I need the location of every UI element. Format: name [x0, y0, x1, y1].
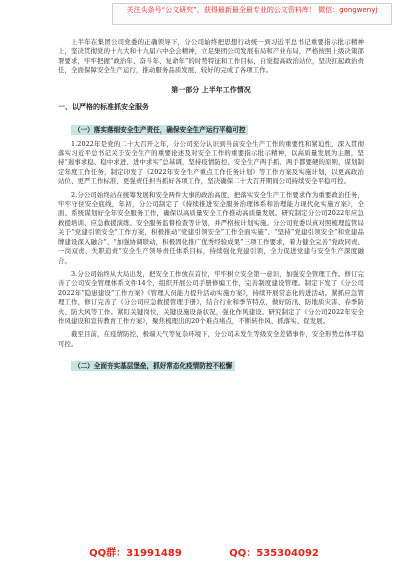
part-title: 第一部分 上半年工作情况	[171, 85, 251, 94]
subsection-heading-1: （一）落实落细安全生产责任，确保安全生产运行平稳可控	[71, 125, 248, 135]
qq-contact-text: QQ：535304092	[229, 548, 319, 559]
contact-footer	[0, 544, 408, 559]
qq-group-text: QQ群：31991489	[89, 548, 182, 559]
document-body	[58, 38, 364, 376]
section-heading-1: 一、以严格的标准抓安全服务	[58, 102, 149, 111]
paragraph-1: 1.2022年是党的二十大召开之年，分公司充分认识到当前安全生产工作的重要性和紧迫性，深入贯彻落实习近平总书记关于安全生产的重要论述及对安全工作的重要指示批示精神，以高质量发展为主题，坚持“遏事求稳、稳中求进、进中求实”总基调，坚持疫情防控、安全生产两手抓、两手都要硬的原则，谋划制定年度工作任务，制定印发了《2022年安全生产重点工作任务计划》等工作方案及实施计划，以更高政治站位、更严工作标准、更强责任担当抓好各项工作，坚决确保二十大召开期间公司持续安全平稳可控。	[58, 139, 364, 186]
paragraph-2: 2.分公司始终站在统筹发展和安全两件大事的政治高度，把落实安全生产工作要求作为重要政治任务，牢牢守住安全底线，年初，分公司制定了《持续推进安全服务治理体系和治理能力现代化实施方案》，全面、系统谋划好全年安全服务工作，确保以高质量安全工作推动高质量发展。研究制定分公司2022年应急救援培训、应急救援演练、安全服务监督检查等计划，并严格按计划实施。分公司党委以真对照梳理监管局关于“党建引领安全”工作方案，积极推动“党建引领安全”工作全面实施“、“坚持“党建引领安全”和党建品牌建设深入融合”、“加强协调联动，积极固化推广优秀经验成果”三项工作要求，着力健全完善“党政同责、一岗双责、失职追责”安全生产领导责任体系目标，持续强化党建引领，全力促进党建与安全生产深度融合。	[58, 190, 364, 265]
paragraph-4: 截至目前，在疫情防控、极端天气等复杂环境下，分公司未发生等级安全差错事件，安全形势总体平稳可控。	[58, 330, 364, 348]
paragraph-3: 3.分公司始终从大局出发，把安全工作放在首位，牢牢树立安全第一意识，加强安全管理工作。修订完善了公司安全管理体系文件14个，组织开展公司手册修编工作，完善制度建设管理。制定下发了《分公司2022年“隐患建设”工作方案》《管理人员能力提升活动实施方案》，持续开展常态化的进活动。紧抓应急管理工作，修订完善了《分公司应急救援管理手册》，结合行业和季节特点，做好防汛、防地质灾害、春季防火、防大风等工作。紧盯关键岗位，关键设施设备状况，强化作风建设。研究制定了《分公司2022年安全作风建设和宣传教育工作方案》，聚焦梳理出的20个难点堵点，不断转作风、抓落实、促发展。	[58, 269, 364, 325]
promo-banner: 关注头条号“公文研究”，获得最新最全最专业的公文资料库！ 微信：gongwenyj	[112, 3, 392, 25]
intro-paragraph: 上半年在集团公司党委的正确领导下，分公司始终把思想行动统一到习近平总书记重要指示批示精神上，坚决贯彻党的十九大和十九届六中全会精神，立足集团公司发展布局和产业布局，严格按照上级决策部署要求，牢牢把握“政治年、奋斗年、复命年”的时势特征和工作目标，自觉提高政治站位，坚决扛起政治责任，全面保障安全生产运行，推动服务品质发展，较好的完成了各项工作。	[58, 38, 364, 75]
subsection-heading-2: （二）全面夯实基层堡垒，抓好常态化疫情防控不松懈	[71, 361, 235, 371]
